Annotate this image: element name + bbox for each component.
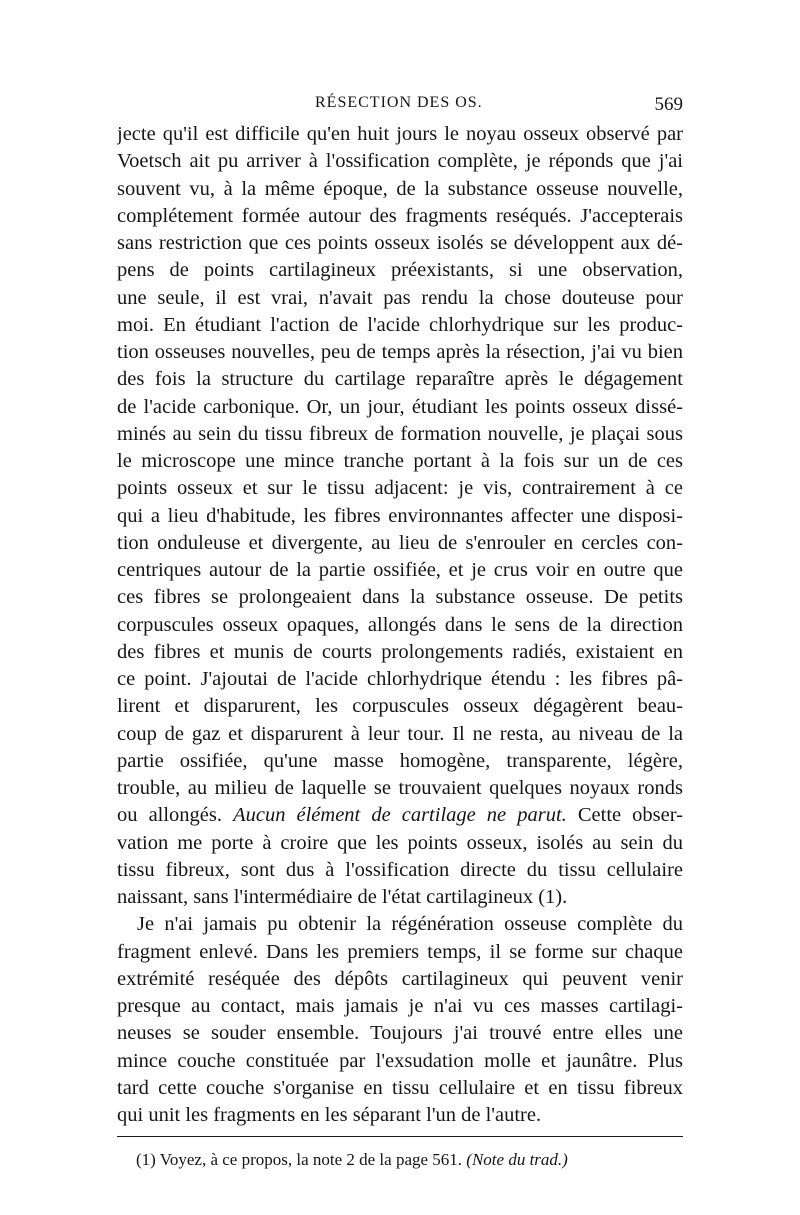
text-line: des fibres et munis de courts prolongements radiés, existaient en: [117, 640, 683, 663]
text-line: neuses se souder ensemble. Toujours j'ai trouvé entre elles une: [117, 1022, 683, 1045]
text-line: corpuscules osseux opaques, allongés dans le sens de la direction: [117, 613, 683, 636]
text-line: souvent vu, à la même époque, de la substance osseuse nouvelle,: [117, 177, 683, 200]
text-line: centriques autour de la partie ossifiée, et je crus voir en outre que: [117, 559, 683, 581]
text-line: fragment enlevé. Dans les premiers temps, il se forme sur chaque: [117, 940, 683, 963]
text-line: Voetsch ait pu arriver à l'ossification complète, je réponds que j'ai: [117, 150, 683, 173]
text-line: qui a lieu d'habitude, les fibres environnantes affecter une disposi-: [117, 504, 683, 527]
text-line-with-italic: [117, 802, 683, 829]
running-title: RÉSECTION DES OS.: [315, 94, 483, 111]
text-line: coup de gaz et disparurent à leur tour. Il ne resta, au niveau de la: [117, 722, 683, 745]
text-line: pens de points cartilagineux préexistants, si une observation,: [117, 259, 683, 282]
footnote-text: (1) Voyez, à ce propos, la note 2 de la page 561.: [136, 1150, 467, 1169]
text-line: ce point. J'ajoutai de l'acide chlorhydrique étendu : les fibres pâ-: [117, 668, 683, 690]
text-line: tard cette couche s'organise en tissu cellulaire et en tissu fibreux: [117, 1076, 683, 1099]
text-line: partie ossifiée, qu'une masse homogène, transparente, légère,: [117, 749, 683, 772]
page-header: [117, 94, 683, 120]
text-line: de l'acide carbonique. Or, un jour, étudiant les points osseux dissé-: [117, 395, 683, 418]
text-line: vation me porte à croire que les points osseux, isolés au sein du: [117, 831, 683, 854]
text-line: trouble, au milieu de laquelle se trouvaient quelques noyaux ronds: [117, 777, 683, 799]
text-line: presque au contact, mais jamais je n'ai vu ces masses cartilagi-: [117, 995, 683, 1017]
text-line: points osseux et sur le tissu adjacent: je vis, contrairement à ce: [117, 477, 683, 500]
footnote: [136, 1150, 568, 1170]
text-line: moi. En étudiant l'action de l'acide chlorhydrique sur les produc-: [117, 313, 683, 336]
text-line: sans restriction que ces points osseux isolés se développent aux dé-: [117, 232, 683, 254]
page-number: 569: [654, 94, 683, 115]
text-line: des fois la structure du cartilage reparaître après le dégagement: [117, 368, 683, 391]
text-line: mince couche constituée par l'exsudation molle et jaunâtre. Plus: [117, 1049, 683, 1072]
italic-phrase: Aucun élément de cartilage ne parut.: [233, 804, 567, 827]
text-line: tion onduleuse et divergente, au lieu de s'enrouler en cercles con-: [117, 531, 683, 554]
line-end: Cette obser-: [566, 804, 683, 827]
paragraph-first-line: Je n'ai jamais pu obtenir la régénération osseuse complète du: [137, 913, 683, 936]
text-line: complétement formée autour des fragments reséqués. J'accepterais: [117, 204, 683, 227]
body-text: [117, 121, 683, 1129]
line-start: ou allongés.: [117, 804, 234, 827]
text-line: extrémité reséquée des dépôts cartilagineux qui peuvent venir: [117, 967, 683, 990]
paragraph-last-line: naissant, sans l'intermédiaire de l'état cartilagineux (1).: [117, 886, 568, 908]
text-line: jecte qu'il est difficile qu'en huit jours le noyau osseux observé par: [117, 123, 683, 145]
text-line: une seule, il est vrai, n'avait pas rendu la chose douteuse pour: [117, 286, 683, 309]
text-line: tissu fibreux, sont dus à l'ossification directe du tissu cellulaire: [117, 858, 683, 881]
paragraph-last-line: qui unit les fragments en les séparant l'un de l'autre.: [117, 1104, 542, 1126]
text-line: minés au sein du tissu fibreux de formation nouvelle, je plaçai sous: [117, 422, 683, 445]
footnote-divider: [117, 1136, 683, 1137]
text-line: le microscope une mince tranche portant à la fois sur un de ces: [117, 450, 683, 472]
footnote-italic: (Note du trad.): [466, 1150, 568, 1169]
text-line: tion osseuses nouvelles, peu de temps après la résection, j'ai vu bien: [117, 341, 683, 363]
text-line: ces fibres se prolongeaient dans la substance osseuse. De petits: [117, 586, 683, 609]
text-line: lirent et disparurent, les corpuscules osseux dégagèrent beau-: [117, 695, 683, 718]
